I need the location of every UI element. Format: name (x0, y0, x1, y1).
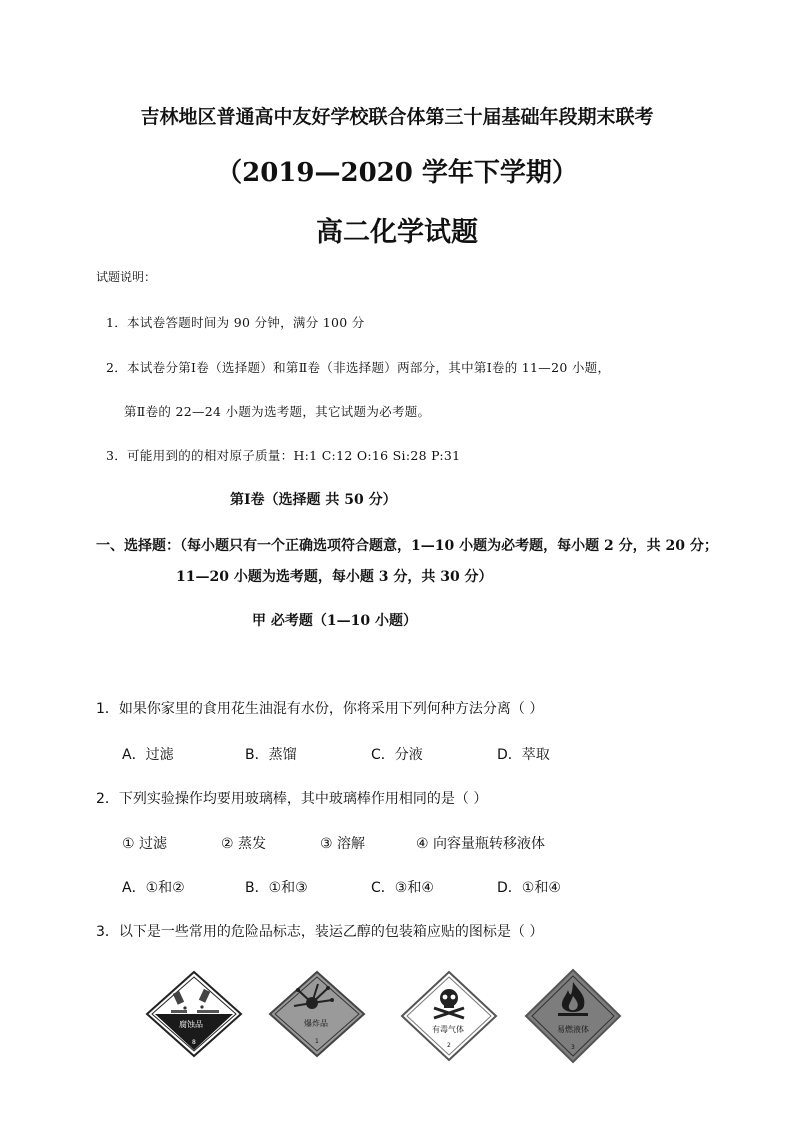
exam-subject-title: 高二化学试题 (316, 217, 478, 248)
question-1-stem: 1．如果你家里的食用花生油混有水份，你将采用下列何种方法分离（ ） (96, 701, 544, 717)
question-2-option-d: D．①和④ (497, 880, 561, 896)
sign-label-explosive: 爆炸品 (304, 1019, 328, 1028)
sign-label-corrosive: 腐蚀品 (179, 1020, 203, 1029)
required-subsection-title: 甲 必考题（1—10 小题） (252, 613, 417, 629)
question-1-option-d: D．萃取 (497, 747, 550, 763)
sign-number-flammable-liquid: 3 (571, 1044, 575, 1051)
question-2-item-2: ② 蒸发 (221, 836, 267, 852)
question-2-option-c: C．③和④ (371, 880, 434, 896)
sign-number-toxic-gas: 2 (447, 1042, 451, 1049)
exam-series-title: 吉林地区普通高中友好学校联合体第三十届基础年段期末联考 (140, 106, 654, 128)
instruction-item-2b: 第Ⅱ卷的 22—24 小题为选考题，其它试题为必考题。 (124, 404, 431, 419)
instruction-item-3: 3．可能用到的的相对原子质量：H:1 C:12 O:16 Si:28 P:31 (106, 448, 461, 463)
hazard-sign-explosive (268, 970, 366, 1058)
question-2-option-a: A．①和② (122, 880, 185, 896)
question-1-option-a: A．过滤 (122, 747, 174, 763)
sign-label-flammable-liquid: 易燃液体 (557, 1025, 589, 1034)
section-one-line-1: 一、选择题：（每小题只有一个正确选项符合题意，1—10 小题为必考题，每小题 2 分，共 20 分； (96, 538, 718, 554)
instruction-item-1: 1．本试卷答题时间为 90 分钟，满分 100 分 (106, 315, 365, 330)
instruction-item-2a: 2．本试卷分第Ⅰ卷（选择题）和第Ⅱ卷（非选择题）两部分，其中第Ⅰ卷的 11—20 小题， (106, 360, 611, 375)
sign-label-toxic-gas: 有毒气体 (432, 1025, 464, 1034)
hazard-sign-corrosive (145, 970, 243, 1058)
hazard-sign-flammable-liquid (524, 968, 622, 1064)
question-2-item-4: ④ 向容量瓶转移液体 (416, 836, 546, 852)
sign-number-corrosive: 8 (192, 1039, 196, 1046)
question-2-option-b: B．①和③ (245, 880, 308, 896)
question-1-option-b: B．蒸馏 (245, 747, 297, 763)
hazard-sign-toxic-gas (400, 970, 498, 1062)
question-2-stem: 2．下列实验操作均要用玻璃棒，其中玻璃棒作用相同的是（ ） (96, 791, 488, 807)
question-1-option-c: C．分液 (371, 747, 423, 763)
section-one-line-2: 11—20 小题为选考题，每小题 3 分，共 30 分） (176, 569, 493, 585)
instructions-heading: 试题说明： (96, 270, 157, 284)
question-2-item-3: ③ 溶解 (320, 836, 366, 852)
school-year-title: （2019—2020 学年下学期） (216, 158, 578, 188)
question-2-item-1: ① 过滤 (122, 836, 168, 852)
sign-number-explosive: 1 (315, 1038, 319, 1045)
part-one-title: 第Ⅰ卷（选择题 共 50 分） (230, 492, 397, 508)
question-3-stem: 3．以下是一些常用的危险品标志，装运乙醇的包装箱应贴的图标是（ ） (96, 924, 544, 940)
